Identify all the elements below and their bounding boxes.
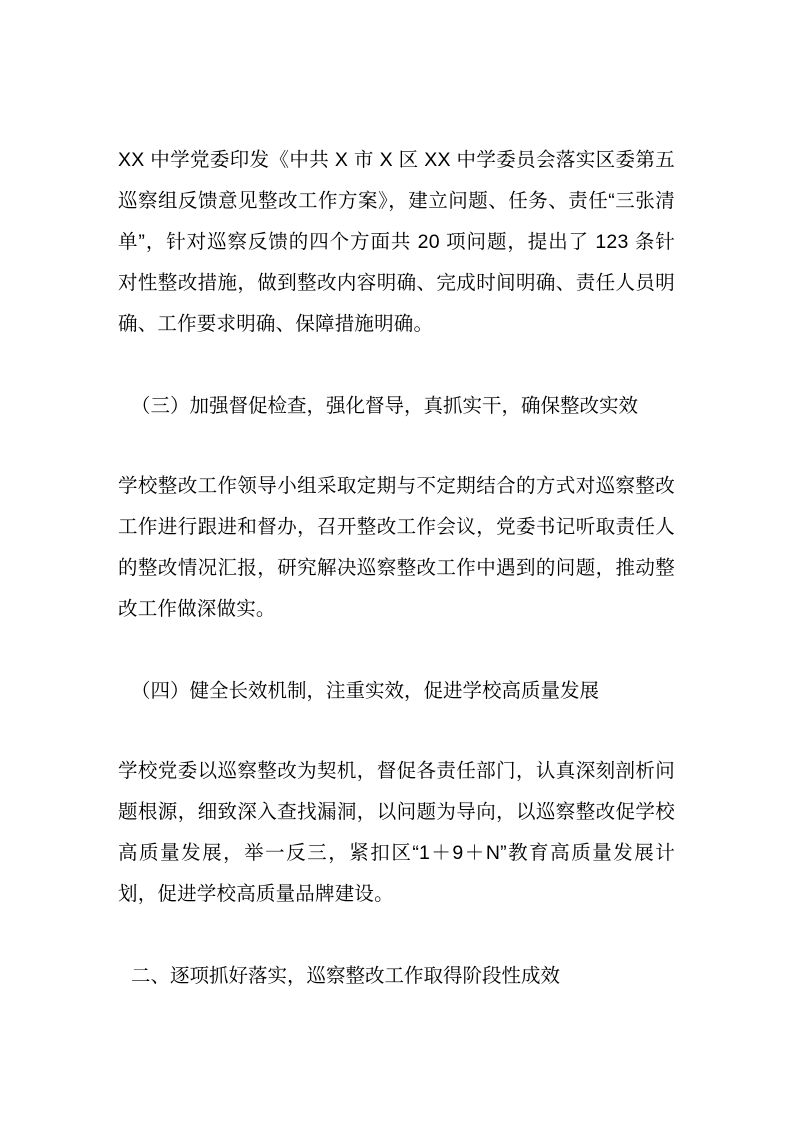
heading-section-two: 二、逐项抓好落实，巡察整改工作取得阶段性成效 (131, 965, 561, 987)
document-body (118, 140, 675, 997)
heading-long-term-mechanism: （四）健全长效机制，注重实效，促进学校高质量发展 (131, 680, 600, 702)
paragraph-spacer (118, 427, 675, 466)
paragraph-plan-issuance: XX 中学党委印发《中共 X 市 X 区 XX 中学委员会落实区委第五巡察组反馈意见整改工作方案》，建立问题、任务、责任“三张清单”，针对巡察反馈的四个方面共 20 项问题，提出了 123 条针对性整改措施，做到整改内容明确、完成时间明确、责任人员明确、工作要求明确、保障措施明确。 (118, 149, 675, 335)
paragraph-high-quality-development: 学校党委以巡察整改为契机，督促各责任部门，认真深刻剖析问题根源，细致深入查找漏洞，以问题为导向，以巡察整改促学校高质量发展，举一反三，紧扣区“1＋9＋N”教育高质量发展计划，促进学校高质量品牌建设。 (118, 760, 675, 905)
paragraph-spacer (118, 712, 675, 751)
paragraph-leading-group-supervision: 学校整改工作领导小组采取定期与不定期结合的方式对巡察整改工作进行跟进和督办，召开整改工作会议，党委书记听取责任人的整改情况汇报，研究解决巡察整改工作中遇到的问题，推动整改工作做深做实。 (118, 475, 675, 620)
heading-supervision-inspection: （三）加强督促检查，强化督导，真抓实干，确保整改实效 (131, 395, 639, 417)
paragraph-spacer (118, 915, 675, 956)
paragraph-spacer (118, 345, 675, 386)
paragraph-spacer (118, 630, 675, 671)
